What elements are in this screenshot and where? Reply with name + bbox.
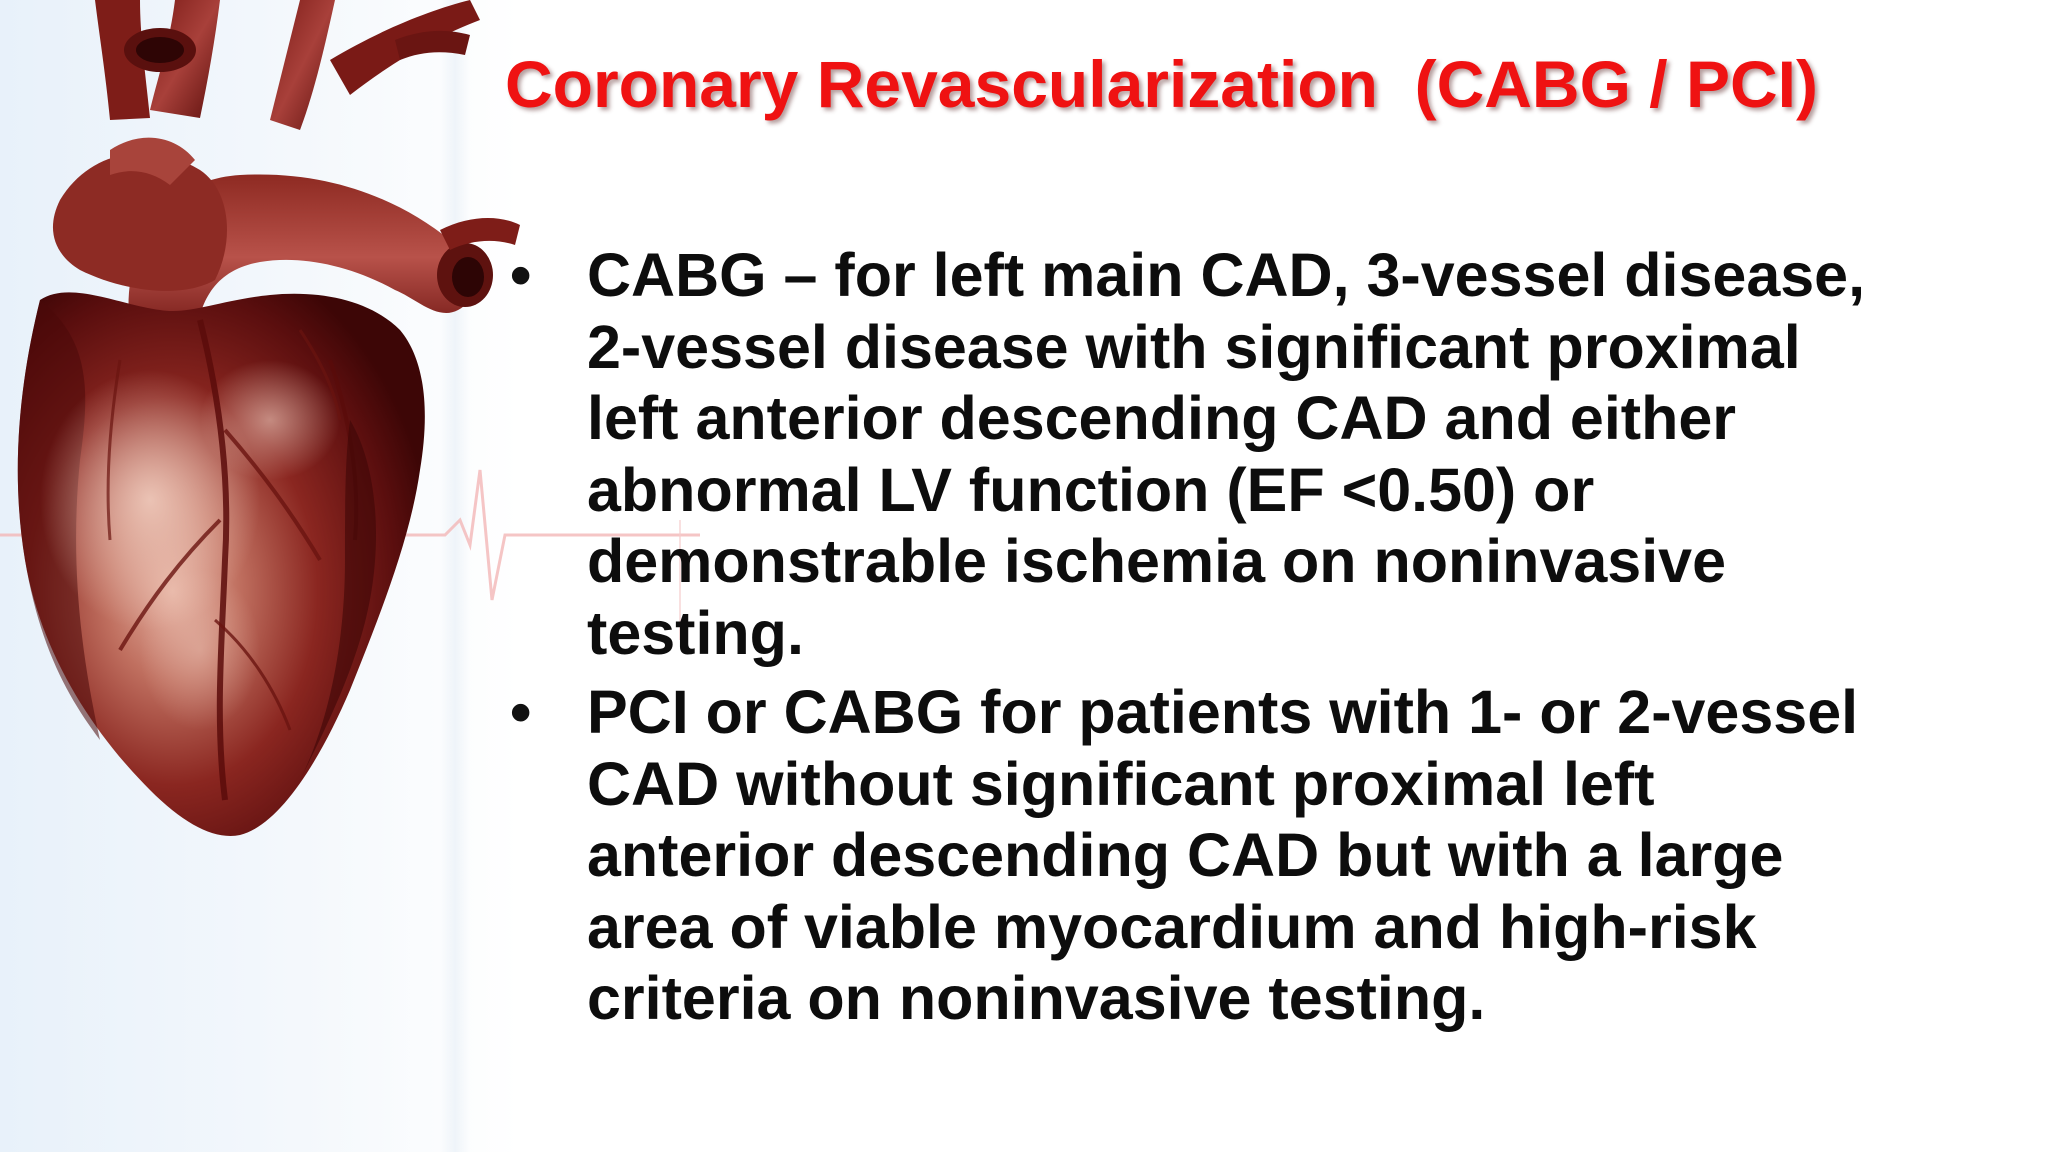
bullet-text-line: testing. (587, 598, 804, 667)
bullet-text-line: demonstrable ischemia on noninvasive (587, 527, 1727, 595)
bullet-icon: • (510, 678, 532, 746)
bullet-text-line: CABG – for left main CAD, 3-vessel disease, (587, 241, 1866, 309)
bullet-icon: • (510, 241, 532, 309)
bullet-text-line: anterior descending CAD but with a large (587, 821, 1784, 889)
slide-title: Coronary Revascularization (CABG / PCI) (505, 47, 1818, 121)
bullet-text-line: left anterior descending CAD and either (587, 384, 1737, 452)
heart-illustration (0, 0, 560, 860)
bullet-text-line: abnormal LV function (EF <0.50) or (587, 455, 1595, 524)
bullet-item-pci (505, 677, 1985, 1035)
bullet-text-line: 2-vessel disease with significant proximal (587, 312, 1801, 381)
bullet-text-line: CAD without significant proximal left (587, 749, 1655, 818)
bullet-list (505, 240, 1985, 1043)
bullet-text-line: area of viable myocardium and high-risk (587, 892, 1757, 961)
bullet-text-line: criteria on noninvasive testing. (587, 964, 1486, 1032)
bullet-text-line: PCI or CABG for patients with 1- or 2-vessel (587, 678, 1859, 746)
bullet-item-cabg (505, 240, 1985, 669)
